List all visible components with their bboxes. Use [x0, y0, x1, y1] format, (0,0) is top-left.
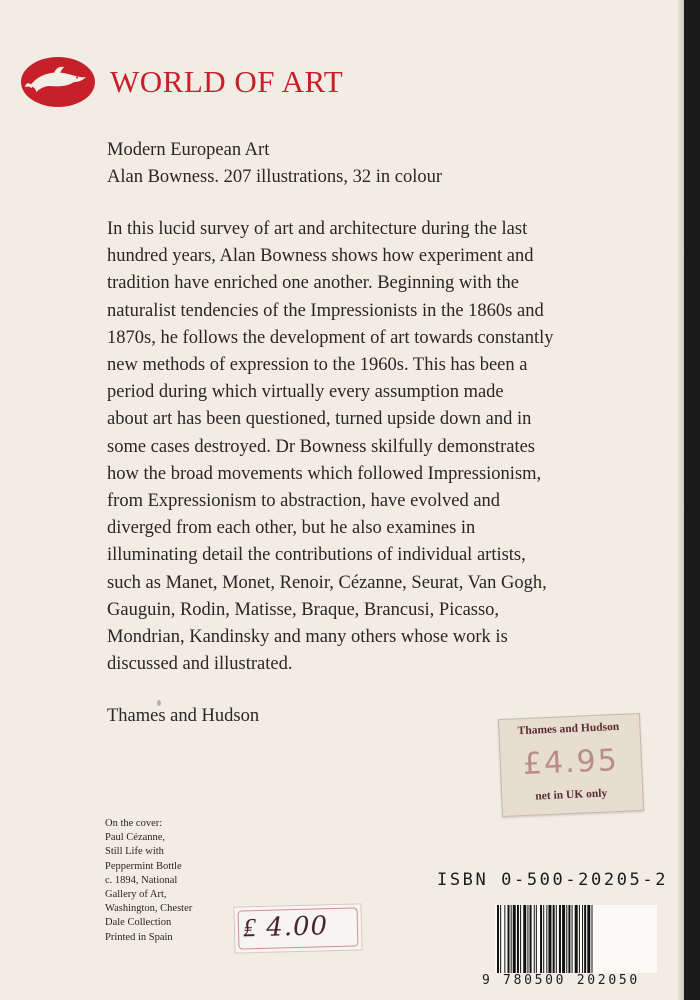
barcode-bar [579, 905, 580, 973]
blurb-line: from Expressionism to abstraction, have evolved and [107, 491, 501, 512]
barcode-bar [511, 905, 512, 973]
barcode-bar [527, 905, 528, 973]
blurb-line: new methods of expression to the 1960s. This has been a [107, 355, 528, 376]
credit-line: Printed in Spain [105, 931, 173, 943]
barcode-bar [587, 905, 590, 973]
book-heading [107, 137, 442, 191]
price-sticker [498, 713, 644, 817]
barcode-bar [584, 905, 586, 973]
barcode-bar [543, 905, 544, 973]
blurb-line: 1870s, he follows the development of art towards constantly [107, 327, 554, 348]
blurb-paragraph [107, 216, 597, 678]
credit-line: Paul Cézanne, [105, 832, 166, 844]
barcode-bar [517, 905, 519, 973]
blurb-line: hundred years, Alan Bowness shows how experiment and [107, 246, 534, 267]
blurb-line: diverged from each other, but he also examines in [107, 518, 476, 539]
barcode-bar [534, 905, 535, 973]
barcode-bar [582, 905, 583, 973]
spine-edge [684, 0, 700, 1000]
barcode-bar [568, 905, 570, 973]
book-title: Modern European Art [107, 140, 270, 160]
barcode-bar [530, 905, 532, 973]
barcode-bar [500, 905, 501, 973]
barcode-bar [548, 905, 551, 973]
barcode-bar [556, 905, 557, 973]
barcode-bar [575, 905, 578, 973]
barcode-bar [523, 905, 526, 973]
barcode-bar [513, 905, 516, 973]
barcode-bar [562, 905, 565, 973]
barcode-bar [553, 905, 555, 973]
barcode-bar [497, 905, 499, 973]
barcode-bar [504, 905, 505, 973]
barcode [495, 905, 657, 973]
blurb-line: Gauguin, Rodin, Matisse, Braque, Brancusi, Picasso, [107, 599, 500, 620]
barcode-bar [566, 905, 567, 973]
credit-line: c. 1894, National [105, 874, 178, 886]
barcode-bar [508, 905, 510, 973]
blurb-line: how the broad movements which followed Impressionism, [107, 463, 542, 484]
book-byline: Alan Bowness. 207 illustrations, 32 in colour [107, 167, 443, 187]
cover-credit [105, 817, 225, 945]
blurb-line: In this lucid survey of art and architecture during the last [107, 219, 528, 239]
barcode-bar [546, 905, 547, 973]
blurb-line: tradition have enriched one another. Beginning with the [107, 273, 520, 294]
isbn-number: ISBN 0-500-20205-2 [437, 870, 669, 890]
blurb-line: some cases destroyed. Dr Bowness skilfully demonstrates [107, 436, 535, 457]
blurb-line: period during which virtually every assumption made [107, 382, 504, 403]
blurb-line: illuminating detail the contributions of individual artists, [107, 545, 526, 566]
barcode-bar [572, 905, 573, 973]
blurb-line: discussed and illustrated. [107, 654, 293, 675]
series-title: WORLD OF ART [110, 64, 344, 99]
blurb-line: Mondrian, Kandinsky and many others whose work is [107, 627, 508, 648]
barcode-bar [592, 905, 593, 973]
credit-line: On the cover: [105, 818, 163, 829]
handwritten-price: ₤ 4.00 [242, 911, 329, 944]
barcode-digits: 9 780500 202050 [482, 973, 640, 988]
blurb-line: such as Manet, Monet, Renoir, Cézanne, Seurat, Van Gogh, [107, 572, 547, 593]
sticker-publisher: Thames and Hudson [517, 720, 620, 738]
blurb-line: about art has been questioned, turned upside down and in [107, 409, 532, 430]
handwritten-price-tag [233, 903, 362, 953]
credit-line: Gallery of Art, [105, 889, 167, 901]
barcode-bar [540, 905, 542, 973]
credit-line: Peppermint Bottle [105, 860, 182, 872]
sticker-note: net in UK only [535, 787, 608, 803]
blurb-line: naturalist tendencies of the Impressionists in the 1860s and [107, 300, 544, 321]
dolphin-logo-icon [20, 56, 96, 108]
barcode-bar [520, 905, 521, 973]
sticker-price: £4.95 [522, 742, 620, 783]
credit-line: Washington, Chester [105, 903, 193, 915]
barcode-bar [559, 905, 561, 973]
credit-line: Dale Collection [105, 917, 172, 929]
publisher-name: Thames and Hudson [107, 706, 260, 726]
barcode-bar [536, 905, 537, 973]
credit-line: Still Life with [105, 846, 164, 858]
